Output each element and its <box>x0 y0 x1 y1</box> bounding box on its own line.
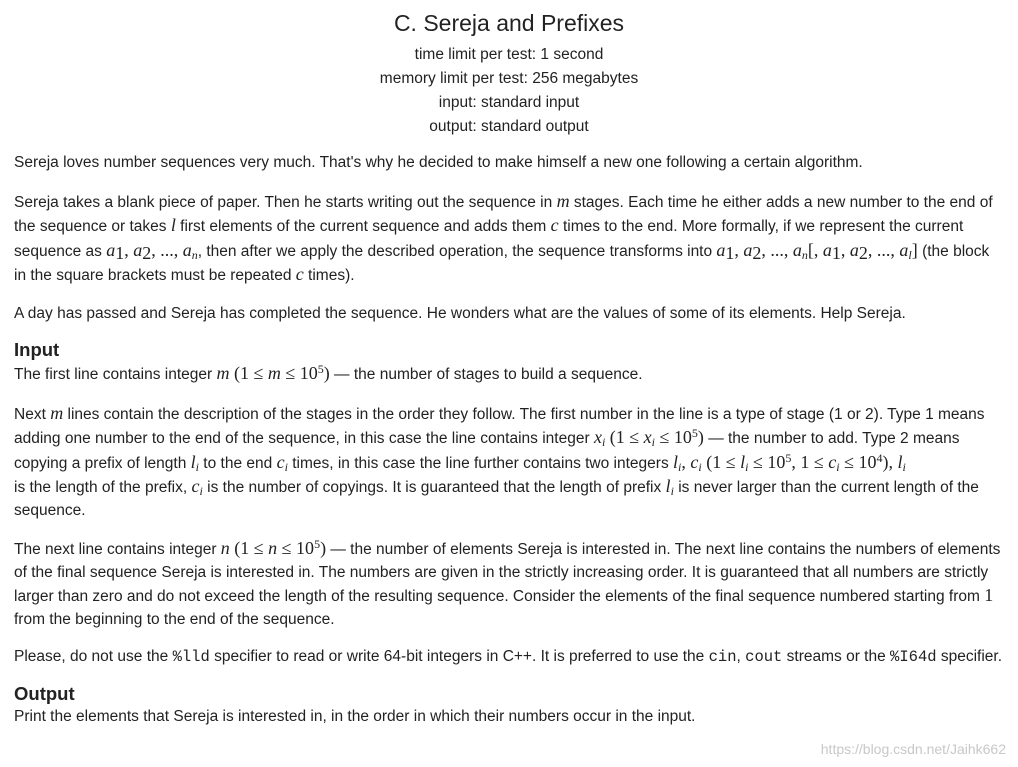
input-section-title: Input <box>14 339 60 360</box>
code-lld: %lld <box>172 648 210 666</box>
code-cout: cout <box>745 648 783 666</box>
code-i64d: %I64d <box>890 648 937 666</box>
input-paragraph-3: The next line contains integer n $(1 \le n \le 10^5)$ — the number of elements Sereja is interested in. The next line contains the numbers of elements of the final sequence Sereja is interested in. The numbers are given in the strictly increasing order. It is guaranteed that all numbers are strictly larger than zero and do not exceed the length of the resulting sequence. Consider the elements of the final sequence numbered starting from 1 from the beginning to the end of the sequence. <box>14 537 1001 628</box>
time-limit: time limit per test: 1 second <box>414 46 604 63</box>
input-paragraph-2: Next m lines contain the description of the stages in the order they follow. The first number in the line is a type of stage (1 or 2). Type 1 means adding one number to the end of the sequence, in this case the line contains integer $x_i$ $(1 \le x_i \le 10^5)$ — the number to add. Type 2 means copying a prefix of length $l_i$ to the end $c_i$ times, in this case the line further contains two integers $l_i$, $c_i$ ($1 \le l_i \le 10^5$, $1 \le c_i \le 10^4$), $l_i$ is the length of the prefix, $c_i$ is the number of copyings. It is guaranteed that the length of prefix $l_i$ is never larger than the current length of the sequence. <box>14 402 985 519</box>
output-file: output: standard output <box>429 118 589 135</box>
blog-watermark: https://blog.csdn.net/Jaihk662 <box>820 741 1006 757</box>
problem-statement <box>14 0 1004 728</box>
code-cin: cin <box>708 648 737 666</box>
input-paragraph-1: The first line contains integer m $(1 \le m \le 10^5)$ — the number of stages to build a sequence. <box>14 362 643 383</box>
legend-paragraph-1: Sereja loves number sequences very much. That's why he decided to make himself a new one following a certain algorithm. <box>14 154 863 171</box>
problem-title: C. Sereja and Prefixes <box>393 10 625 36</box>
input-file: input: standard input <box>438 94 580 111</box>
legend-paragraph-3: A day has passed and Sereja has completed the sequence. He wonders what are the values of some of its elements. Help Sereja. <box>14 304 906 322</box>
output-section-title: Output <box>14 682 75 704</box>
input-paragraph-4: Please, do not use the %lld specifier to read or write 64-bit integers in C++. It is preferred to use the cin, cout streams or the %I64d specifier. <box>14 648 1003 666</box>
output-paragraph-1: Print the elements that Sereja is interested in, in the order in which their numbers occur in the input. <box>14 707 696 725</box>
legend-paragraph-2: Sereja takes a blank piece of paper. Then he starts writing out the sequence in m stages. Each time he either adds a new number to the end of the sequence or takes l first elements of the current sequence and adds them c times to the end. More formally, if we represent the current sequence as $a_1$, $a_2$, ..., $a_n$, then after we apply the described operation, the sequence transforms into $a_1$, $a_2$, ..., $a_n$[, $a_1$, $a_2$, ..., $a_l$] (the block in the square brackets must be repeated c times). <box>14 190 993 284</box>
problem-header <box>14 0 1004 139</box>
memory-limit: memory limit per test: 256 megabytes <box>379 70 639 87</box>
